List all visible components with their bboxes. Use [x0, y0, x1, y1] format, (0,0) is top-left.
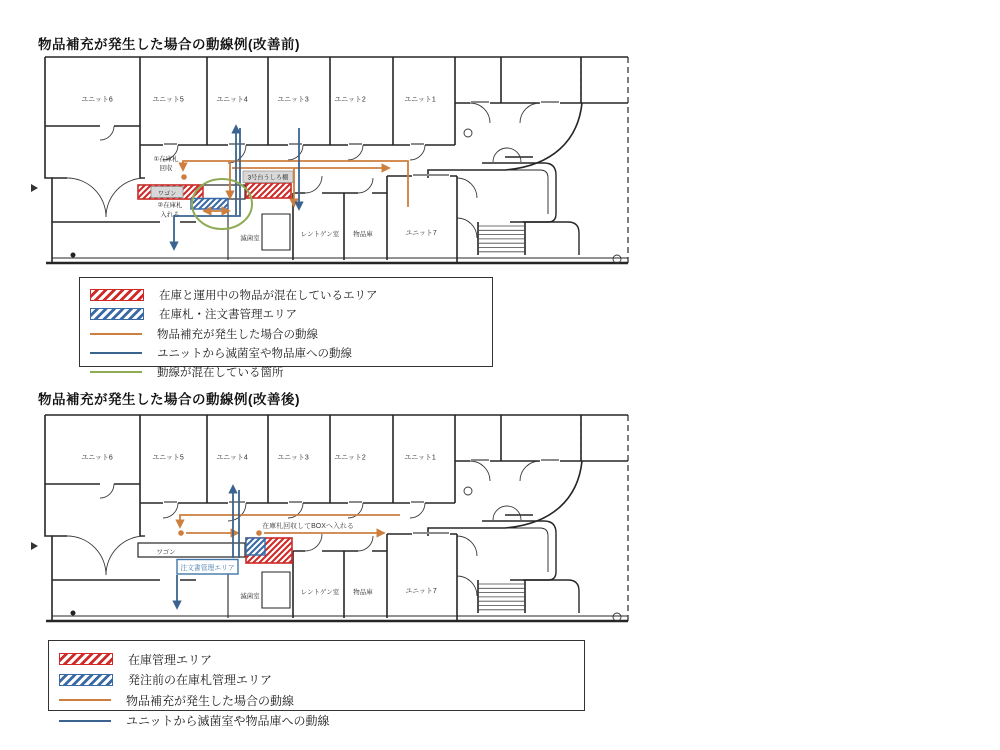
step2-note-line2: 入れる	[160, 211, 180, 219]
flow-dot	[256, 530, 262, 536]
step2-note-line1: ②在庫札	[157, 202, 183, 209]
orange-line-swatch	[90, 333, 142, 335]
green-line-swatch	[90, 371, 142, 373]
legend-row	[90, 306, 482, 322]
blue-line-swatch	[90, 352, 142, 354]
step1-note-line1: ①在庫札	[153, 156, 179, 163]
orange-line-swatch	[59, 699, 111, 701]
legend-row	[59, 651, 574, 668]
legend-label: 物品補充が発生した場合の動線	[157, 328, 318, 341]
wagon-label: ワゴン	[156, 549, 176, 556]
mixed-stock-area-hatch	[246, 183, 291, 198]
red-hatch-swatch	[90, 289, 144, 301]
legend-row	[90, 326, 482, 342]
legend-row	[90, 364, 482, 380]
diagram-title-after: 物品補充が発生した場合の動線例(改善後)	[38, 392, 300, 407]
flow-dot	[178, 530, 184, 536]
legend-label: 在庫札・注文書管理エリア	[159, 309, 297, 322]
tag-order-management-area-hatch	[191, 199, 228, 210]
step1-note-line2: 回収	[159, 165, 173, 172]
legend-label: 物品補充が発生した場合の動線	[126, 693, 295, 708]
legend-before	[79, 277, 493, 379]
flow-note-label: 在庫札回収してBOXへ入れる	[262, 523, 354, 530]
legend-label: ユニットから滅菌室や物品庫への動線	[126, 714, 330, 729]
blue-line-swatch	[59, 720, 111, 722]
blue-hatch-swatch	[59, 674, 113, 686]
legend-label: 動線が混在している箇所	[157, 366, 284, 379]
order-area-label: 注文書管理エリア	[180, 564, 235, 572]
legend-label: 在庫と運用中の物品が混在しているエリア	[159, 290, 378, 303]
legend-label: 在庫管理エリア	[128, 652, 213, 667]
legend-after	[48, 640, 585, 729]
floorplan-before	[31, 57, 628, 263]
flow-start-dot	[181, 174, 187, 180]
legend-row	[90, 287, 482, 303]
shelf-label: 3号台うしろ棚	[247, 174, 289, 182]
legend-row	[59, 692, 574, 709]
legend-row	[59, 671, 574, 688]
wagon-label: ワゴン	[157, 190, 177, 198]
pre-order-tag-area-hatch	[246, 538, 265, 555]
legend-row	[59, 712, 574, 729]
red-hatch-swatch	[59, 653, 113, 665]
legend-label: 発注前の在庫札管理エリア	[128, 673, 273, 688]
blue-hatch-swatch	[90, 308, 144, 320]
legend-label: ユニットから滅菌室や物品庫への動線	[157, 347, 353, 360]
floorplan-after	[31, 415, 628, 621]
legend-row	[90, 345, 482, 361]
diagram-title-before: 物品補充が発生した場合の動線例(改善前)	[38, 37, 300, 52]
